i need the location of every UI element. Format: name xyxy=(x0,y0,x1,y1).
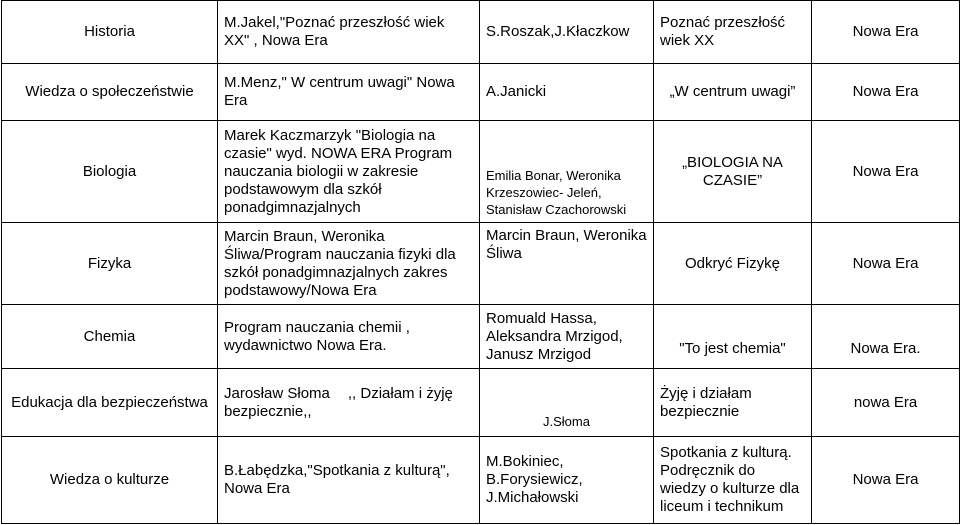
program-cell: Program nauczania chemii , wydawnictwo Nowa Era. xyxy=(218,305,480,369)
table-row xyxy=(2,1,960,64)
authors-cell: A.Janicki xyxy=(480,64,654,121)
program-author: Jarosław Słoma xyxy=(224,384,330,402)
textbook-cell: „W centrum uwagi” xyxy=(654,64,812,121)
table-row xyxy=(2,121,960,223)
authors-cell: J.Słoma xyxy=(480,369,654,437)
curriculum-table xyxy=(1,0,960,524)
program-cell: Marcin Braun, Weronika Śliwa/Program nauczania fizyki dla szkół ponadgimnazjalnych zakres podstawowy/Nowa Era xyxy=(218,223,480,305)
subject-cell: Wiedza o kulturze xyxy=(2,437,218,524)
textbook-cell: Spotkania z kulturą. Podręcznik do wiedzy o kulturze dla liceum i technikum xyxy=(654,437,812,524)
subject-cell: Edukacja dla bezpieczeństwa xyxy=(2,369,218,437)
publisher-cell: Nowa Era xyxy=(812,1,960,64)
textbook-cell: Żyję i działam bezpiecznie xyxy=(654,369,812,437)
authors-cell: Marcin Braun, Weronika Śliwa xyxy=(480,223,654,305)
textbook-cell: „BIOLOGIA NA CZASIE” xyxy=(654,121,812,223)
table-row xyxy=(2,437,960,524)
publisher-cell: Nowa Era xyxy=(812,437,960,524)
authors-cell: Romuald Hassa, Aleksandra Mrzigod, Janusz Mrzigod xyxy=(480,305,654,369)
publisher-cell: Nowa Era xyxy=(812,64,960,121)
table-row xyxy=(2,64,960,121)
publisher-cell: nowa Era xyxy=(812,369,960,437)
subject-cell: Biologia xyxy=(2,121,218,223)
program-cell: Marek Kaczmarzyk "Biologia na czasie" wyd. NOWA ERA Program nauczania biologii w zakresie podstawowym dla szkół ponadgimnazjalnych xyxy=(218,121,480,223)
authors-cell: Emilia Bonar, Weronika Krzeszowiec- Jeleń, Stanisław Czachorowski xyxy=(480,121,654,223)
table-row xyxy=(2,305,960,369)
textbook-cell: Odkryć Fizykę xyxy=(654,223,812,305)
table-row xyxy=(2,223,960,305)
table-row xyxy=(2,369,960,437)
subject-cell: Chemia xyxy=(2,305,218,369)
publisher-cell: Nowa Era xyxy=(812,121,960,223)
subject-cell: Wiedza o społeczeństwie xyxy=(2,64,218,121)
authors-cell: M.Bokiniec, B.Forysiewicz, J.Michałowski xyxy=(480,437,654,524)
program-cell: B.Łabędzka,"Spotkania z kulturą", Nowa Era xyxy=(218,437,480,524)
subject-cell: Historia xyxy=(2,1,218,64)
program-cell: M.Menz," W centrum uwagi" Nowa Era xyxy=(218,64,480,121)
program-cell: M.Jakel,"Poznać przeszłość wiek XX" , Nowa Era xyxy=(218,1,480,64)
textbook-cell: Poznać przeszłość wiek XX xyxy=(654,1,812,64)
publisher-cell: Nowa Era. xyxy=(812,305,960,369)
program-cell xyxy=(218,369,480,437)
publisher-cell: Nowa Era xyxy=(812,223,960,305)
subject-cell: Fizyka xyxy=(2,223,218,305)
textbook-cell: "To jest chemia" xyxy=(654,305,812,369)
program-title: ,, Działam i żyję bezpiecznie,, xyxy=(224,384,453,420)
authors-cell: S.Roszak,J.Kłaczkow xyxy=(480,1,654,64)
